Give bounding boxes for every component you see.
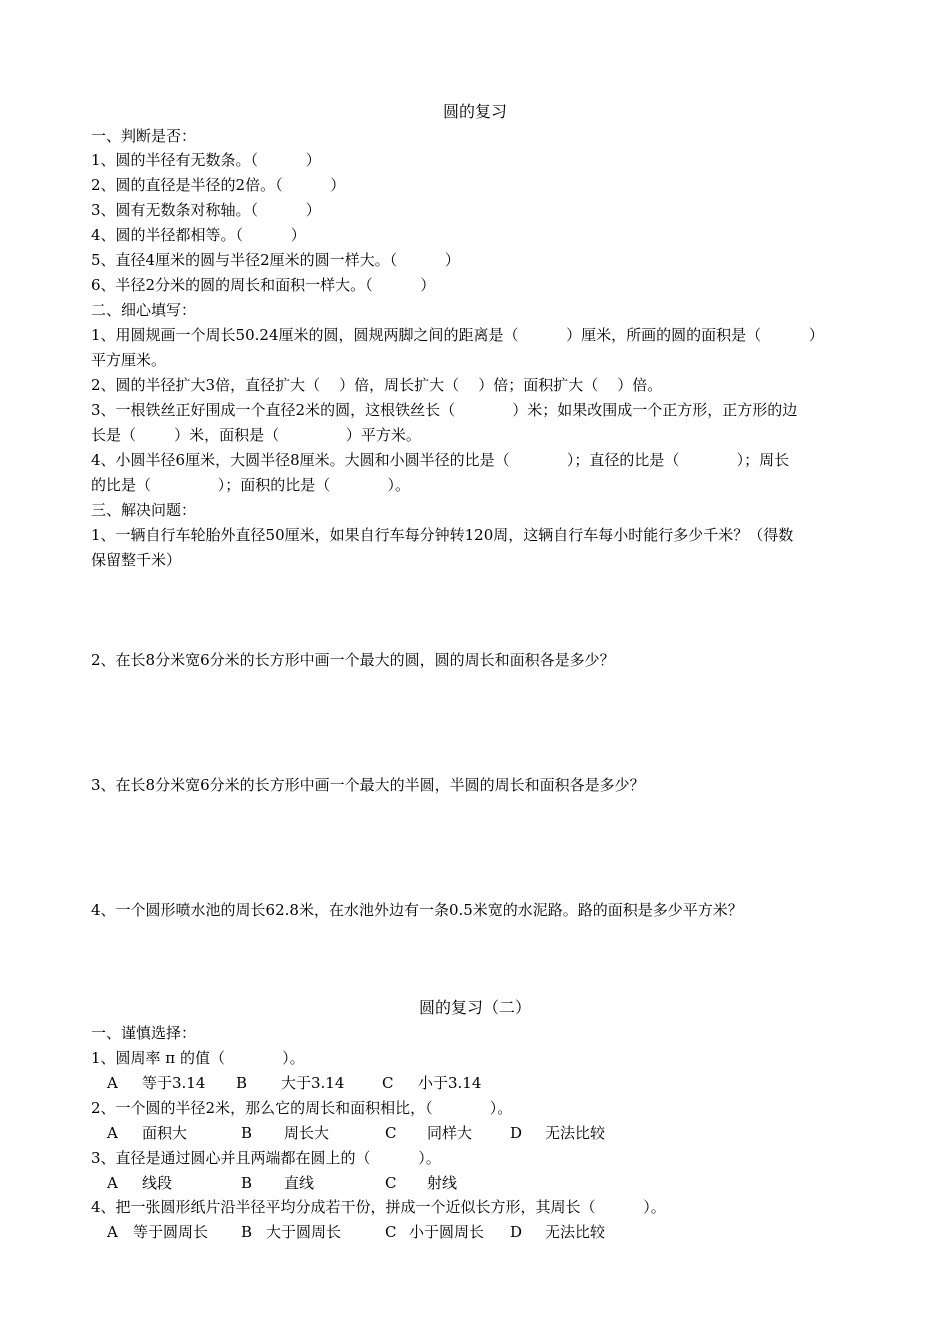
choice-question-1: 1、圆周率 π 的值（ ）。: [91, 1049, 305, 1067]
judge-item-5: 5、直径4厘米的圆与半径2厘米的圆一样大。（ ）: [91, 251, 460, 269]
fill-item-1-line2: 平方厘米。: [91, 351, 167, 369]
q3-option-a-letter: A: [107, 1174, 118, 1192]
section2-title: 圆的复习（二）: [418, 998, 531, 1017]
q4-option-c-letter: C: [385, 1223, 397, 1241]
fill-item-3-line1: 3、一根铁丝正好围成一个直径2米的圆，这根铁丝长（ ）米；如果改围成一个正方形，正方形的边: [91, 401, 798, 419]
choice-question-3: 3、直径是通过圆心并且两端都在圆上的（ ）。: [91, 1149, 441, 1167]
judge-item-1: 1、圆的半径有无数条。（ ）: [91, 151, 321, 169]
q2-option-a-text: 面积大: [142, 1124, 188, 1142]
fill-item-1-line1: 1、用圆规画一个周长50.24厘米的圆，圆规两脚之间的距离是（ ）厘米，所画的圆的面积是（ ）: [91, 326, 824, 344]
section1-title: 圆的复习: [442, 102, 507, 121]
q2-option-a-letter: A: [107, 1124, 118, 1142]
q4-option-b-text: 大于圆周长: [266, 1223, 342, 1241]
q2-option-d-text: 无法比较: [545, 1124, 606, 1142]
fill-item-4-line1: 4、小圆半径6厘米，大圆半径8厘米。大圆和小圆半径的比是（ ）；直径的比是（ ）；周长: [91, 451, 790, 469]
q2-option-b-letter: B: [241, 1124, 253, 1142]
q1-option-b-letter: B: [236, 1074, 248, 1092]
q1-option-b-text: 大于3.14: [281, 1074, 345, 1092]
q3-option-b-letter: B: [241, 1174, 253, 1192]
q4-option-a-letter: A: [107, 1223, 118, 1241]
judge-item-2: 2、圆的直径是半径的2倍。（ ）: [91, 176, 346, 194]
q1-option-a-text: 等于3.14: [142, 1074, 206, 1092]
q3-option-c-letter: C: [385, 1174, 397, 1192]
part2-heading: 二、细心填写：: [91, 301, 197, 319]
q4-option-a-text: 等于圆周长: [133, 1223, 209, 1241]
judge-item-4: 4、圆的半径都相等。（ ）: [91, 226, 306, 244]
q2-option-c-letter: C: [385, 1124, 397, 1142]
q1-option-c-text: 小于3.14: [418, 1074, 482, 1092]
problem-2: 2、在长8分米宽6分米的长方形中画一个最大的圆，圆的周长和面积各是多少？: [91, 651, 615, 669]
judge-item-3: 3、圆有无数条对称轴。（ ）: [91, 201, 321, 219]
fill-item-3-line2: 长是（ ）米，面积是（ ）平方米。: [91, 426, 421, 444]
q3-option-c-text: 射线: [427, 1174, 458, 1192]
q2-option-d-letter: D: [510, 1124, 523, 1142]
q1-option-a-letter: A: [107, 1074, 118, 1092]
q1-option-c-letter: C: [382, 1074, 394, 1092]
part1-heading: 一、判断是否：: [91, 127, 197, 145]
q2-option-c-text: 同样大: [427, 1124, 473, 1142]
q3-option-a-text: 线段: [142, 1174, 173, 1192]
problem-4: 4、一个圆形喷水池的周长62.8米，在水池外边有一条0.5米宽的水泥路。路的面积是多少平方米？: [91, 901, 743, 919]
q4-option-d-letter: D: [510, 1223, 523, 1241]
fill-item-2: 2、圆的半径扩大3倍，直径扩大（ ）倍，周长扩大（ ）倍；面积扩大（ ）倍。: [91, 376, 663, 394]
q4-option-c-text: 小于圆周长: [409, 1223, 485, 1241]
choice-question-2: 2、一个圆的半径2米，那么它的周长和面积相比，（ ）。: [91, 1099, 513, 1117]
section2-heading: 一、谨慎选择：: [91, 1024, 197, 1042]
q4-option-b-letter: B: [241, 1223, 253, 1241]
problem-3: 3、在长8分米宽6分米的长方形中画一个最大的半圆，半圆的周长和面积各是多少？: [91, 776, 645, 794]
part3-heading: 三、解决问题：: [91, 501, 197, 519]
q3-option-b-text: 直线: [284, 1174, 315, 1192]
q2-option-b-text: 周长大: [284, 1124, 330, 1142]
problem-1-line2: 保留整千米）: [91, 551, 182, 569]
fill-item-4-line2: 的比是（ ）；面积的比是（ ）。: [91, 476, 410, 494]
choice-question-4: 4、把一张圆形纸片沿半径平均分成若干份，拼成一个近似长方形，其周长（ ）。: [91, 1198, 666, 1216]
problem-1-line1: 1、一辆自行车轮胎外直径50厘米，如果自行车每分钟转120周，这辆自行车每小时能行多少千米？（得数: [91, 526, 794, 544]
judge-item-6: 6、半径2分米的圆的周长和面积一样大。（ ）: [91, 276, 436, 294]
q4-option-d-text: 无法比较: [545, 1223, 606, 1241]
